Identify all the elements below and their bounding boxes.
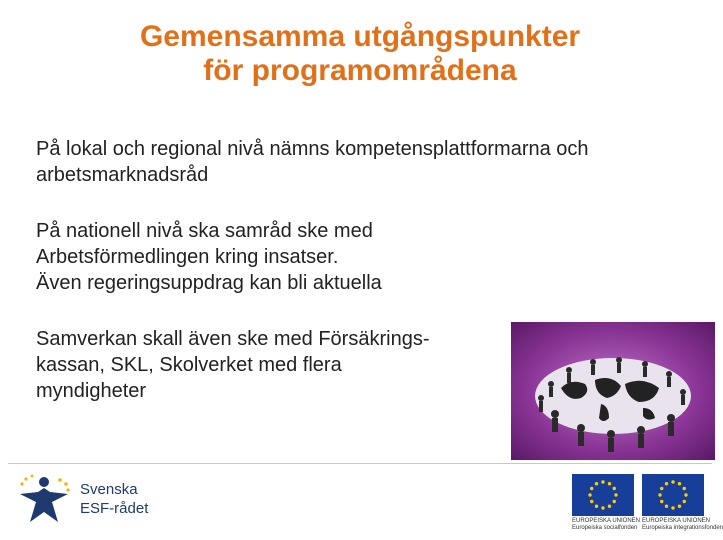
paragraph-local-regional <box>36 136 676 188</box>
eu-flag-icon <box>642 474 704 516</box>
eu-star <box>590 500 593 503</box>
star-person-icon <box>14 472 74 532</box>
esf-logo-line-2: ESF-rådet <box>80 500 149 517</box>
eu-star <box>588 493 591 496</box>
text-line: På lokal och regional nivå nämns kompetensplattformarna och <box>36 138 589 160</box>
eu-star <box>678 482 681 485</box>
eu-flag-caption-line-1: EUROPEISKA UNIONEN <box>642 518 711 524</box>
eu-star <box>683 500 686 503</box>
footer-divider <box>8 463 712 464</box>
text-line: På nationell nivå ska samråd ske med <box>36 220 373 242</box>
text-line: kassan, SKL, Skolverket med flera <box>36 354 342 376</box>
eu-star <box>683 487 686 490</box>
esf-logo-text <box>80 480 148 518</box>
eu-flag-caption-line-2: Europeiska socialfonden <box>572 525 638 531</box>
text-line: arbetsmarknadsråd <box>36 164 209 186</box>
paragraph-national <box>36 218 676 296</box>
eu-flag-caption-line-1: EUROPEISKA UNIONEN <box>572 518 641 524</box>
eu-star <box>665 482 668 485</box>
eu-star <box>665 505 668 508</box>
slide-title <box>0 20 720 88</box>
eu-star <box>684 493 687 496</box>
text-line: Även regeringsuppdrag kan bli aktuella <box>36 272 382 294</box>
photo-illustration <box>511 322 715 460</box>
eu-star <box>595 505 598 508</box>
eu-flag-integration-fund <box>642 474 723 531</box>
eu-star <box>608 505 611 508</box>
eu-flag-caption <box>572 518 641 532</box>
eu-star <box>601 506 604 509</box>
eu-star <box>658 493 661 496</box>
title-line-1: Gemensamma utgångspunkter <box>139 20 581 53</box>
eu-star <box>660 487 663 490</box>
eu-flag-social-fund <box>572 474 641 531</box>
eu-star <box>671 506 674 509</box>
eu-star <box>601 480 604 483</box>
eu-flag-icon <box>572 474 634 516</box>
esf-logo-line-1: Svenska <box>80 481 138 498</box>
text-line: Arbetsförmedlingen kring insatser. <box>36 246 339 268</box>
eu-star <box>613 487 616 490</box>
eu-star <box>671 480 674 483</box>
people-on-world-map-photo <box>511 322 715 460</box>
eu-star <box>614 493 617 496</box>
eu-star <box>613 500 616 503</box>
text-line: myndigheter <box>36 380 147 402</box>
eu-star <box>678 505 681 508</box>
eu-star <box>660 500 663 503</box>
eu-flag-caption-line-2: Europeiska integrationsfonden <box>642 525 723 531</box>
title-line-2: för programområdena <box>203 54 517 87</box>
eu-star <box>590 487 593 490</box>
text-line: Samverkan skall även ske med Försäkrings- <box>36 328 430 350</box>
eu-star <box>608 482 611 485</box>
eu-flag-caption <box>642 518 723 532</box>
eu-star <box>595 482 598 485</box>
esf-logo <box>14 472 164 532</box>
